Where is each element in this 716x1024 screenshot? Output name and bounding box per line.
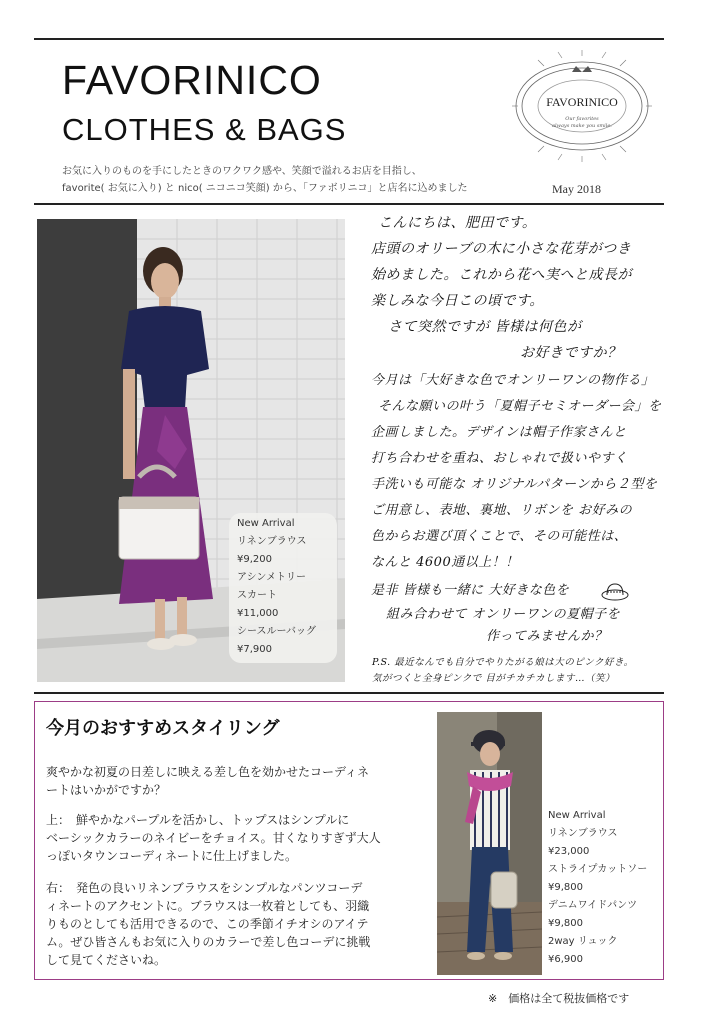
price-footnote: ※ 価格は全て税抜価格です: [488, 992, 630, 1005]
tagline-line-1: お気に入りのものを手にしたときのワクワク感や、笑顔で溢れるお店を目指し、: [62, 166, 422, 177]
logo-sub-1: Our favorites: [565, 116, 599, 122]
letter-line: 作ってみませんか？: [486, 629, 608, 644]
styling-product-line: New Arrival: [548, 810, 606, 821]
styling-body-line: して見てくださいね。: [46, 953, 167, 967]
section-divider: [34, 692, 664, 694]
card-line: アシンメトリー: [237, 572, 307, 583]
letter-line: 店頭のオリーブの木に小さな花芽がつき: [371, 241, 632, 257]
letter-line: なんと 4600通以上！！: [371, 555, 519, 570]
styling-body-line: 上： 鮮やかなパープルを活かし、トップスはシンプルに: [46, 813, 350, 827]
styling-photo: [437, 712, 542, 975]
card-line: スカート: [237, 590, 277, 601]
card-line: ¥9,200: [237, 554, 272, 565]
styling-product-line: ¥6,900: [548, 954, 583, 965]
issue-date: May 2018: [552, 182, 601, 196]
styling-body-line: ィネートのアクセントに。ブラウスは一枚着としても、羽織: [46, 899, 370, 913]
hat-doodle-icon: [600, 580, 630, 602]
styling-body-line: ートはいかがですか？: [46, 783, 167, 797]
styling-product-line: リネンブラウス: [548, 828, 618, 839]
styling-product-line: 2way リュック: [548, 936, 618, 947]
letter-line: 組み合わせて オンリーワンの夏帽子を: [386, 607, 621, 622]
styling-product-line: ¥9,800: [548, 918, 583, 929]
letter-line: 色からお選び頂くことで、その可能性は、: [371, 529, 628, 544]
styling-product-line: ¥9,800: [548, 882, 583, 893]
feature-photo: [37, 219, 345, 682]
styling-product-line: ¥23,000: [548, 846, 590, 857]
card-line: リネンブラウス: [237, 536, 307, 547]
card-line: ¥7,900: [237, 644, 272, 655]
styling-body-line: りものとしても活用できるので、この季節イチオシのアイテ: [46, 917, 369, 931]
styling-body-line: 右： 発色の良いリネンブラウスをシンプルなパンツコーデ: [46, 881, 363, 895]
card-line: ¥11,000: [237, 608, 279, 619]
letter-ps-line: P.S. 最近なんでも自分でやりたがる娘は大のピンク好き。: [372, 657, 634, 668]
styling-body-line: 爽やかな初夏の日差しに映える差し色を効かせたコーディネ: [46, 765, 370, 779]
styling-body-line: ベーシックカラーのネイビーをチョイス。甘くなりすぎず大人: [46, 831, 381, 845]
crown-icon: [572, 66, 592, 72]
logo-sub-2: always make you smile.: [552, 123, 612, 129]
letter-line: 是非 皆様も一緒に 大好きな色を: [371, 583, 570, 598]
letter-line: 企画しました。デザインは帽子作家さんと: [371, 425, 627, 440]
letter-line: こんにちは、肥田です。: [378, 215, 537, 231]
card-line: シースルーバッグ: [237, 626, 316, 637]
card-line: New Arrival: [237, 518, 295, 529]
styling-title: 今月のおすすめスタイリング: [46, 718, 280, 739]
letter-line: 今月は「大好きな色でオンリーワンの物作る」: [371, 373, 655, 388]
styling-product-line: ストライプカットソー: [548, 864, 648, 875]
favorinico-logo: [510, 46, 654, 166]
letter-line: 手洗いも可能な オリジナルパターンから２型を: [371, 477, 658, 492]
letter-line: さて突然ですが 皆様は何色が: [388, 319, 582, 335]
brand-title: FAVORINICO: [62, 57, 322, 103]
top-rule: [34, 38, 664, 40]
letter-line: ご用意し、表地、裏地、リボンを お好みの: [371, 503, 633, 518]
styling-product-line: デニムワイドパンツ: [548, 900, 638, 911]
logo-name: FAVORINICO: [546, 95, 618, 109]
letter-line: 打ち合わせを重ね、おしゃれで扱いやすく: [371, 451, 628, 466]
styling-body-line: ム。ぜひ皆さんもお気に入りのカラーで差し色コーデに挑戦: [46, 935, 371, 949]
letter-line: そんな願いの叶う「夏帽子セミオーダー会」を: [378, 399, 662, 414]
product-card: [229, 513, 337, 663]
letter-line: 楽しみな今日この頃です。: [371, 293, 544, 309]
brand-subtitle: CLOTHES & BAGS: [62, 112, 347, 147]
letter-line: 始めました。これから花へ実へと成長が: [371, 267, 632, 283]
letter-ps-line: 気がつくと全身ピンクで 目がチカチカします…（笑）: [372, 673, 615, 684]
letter-line: お好きですか？: [520, 345, 622, 361]
tagline-line-2: favorite( お気に入り) と nico( ニコニコ笑顔) から、「ファボリニコ」と店名に込めました: [62, 183, 468, 194]
styling-body-line: っぽいタウンコーディネートに仕上げました。: [46, 849, 298, 863]
header-divider: [34, 203, 664, 205]
